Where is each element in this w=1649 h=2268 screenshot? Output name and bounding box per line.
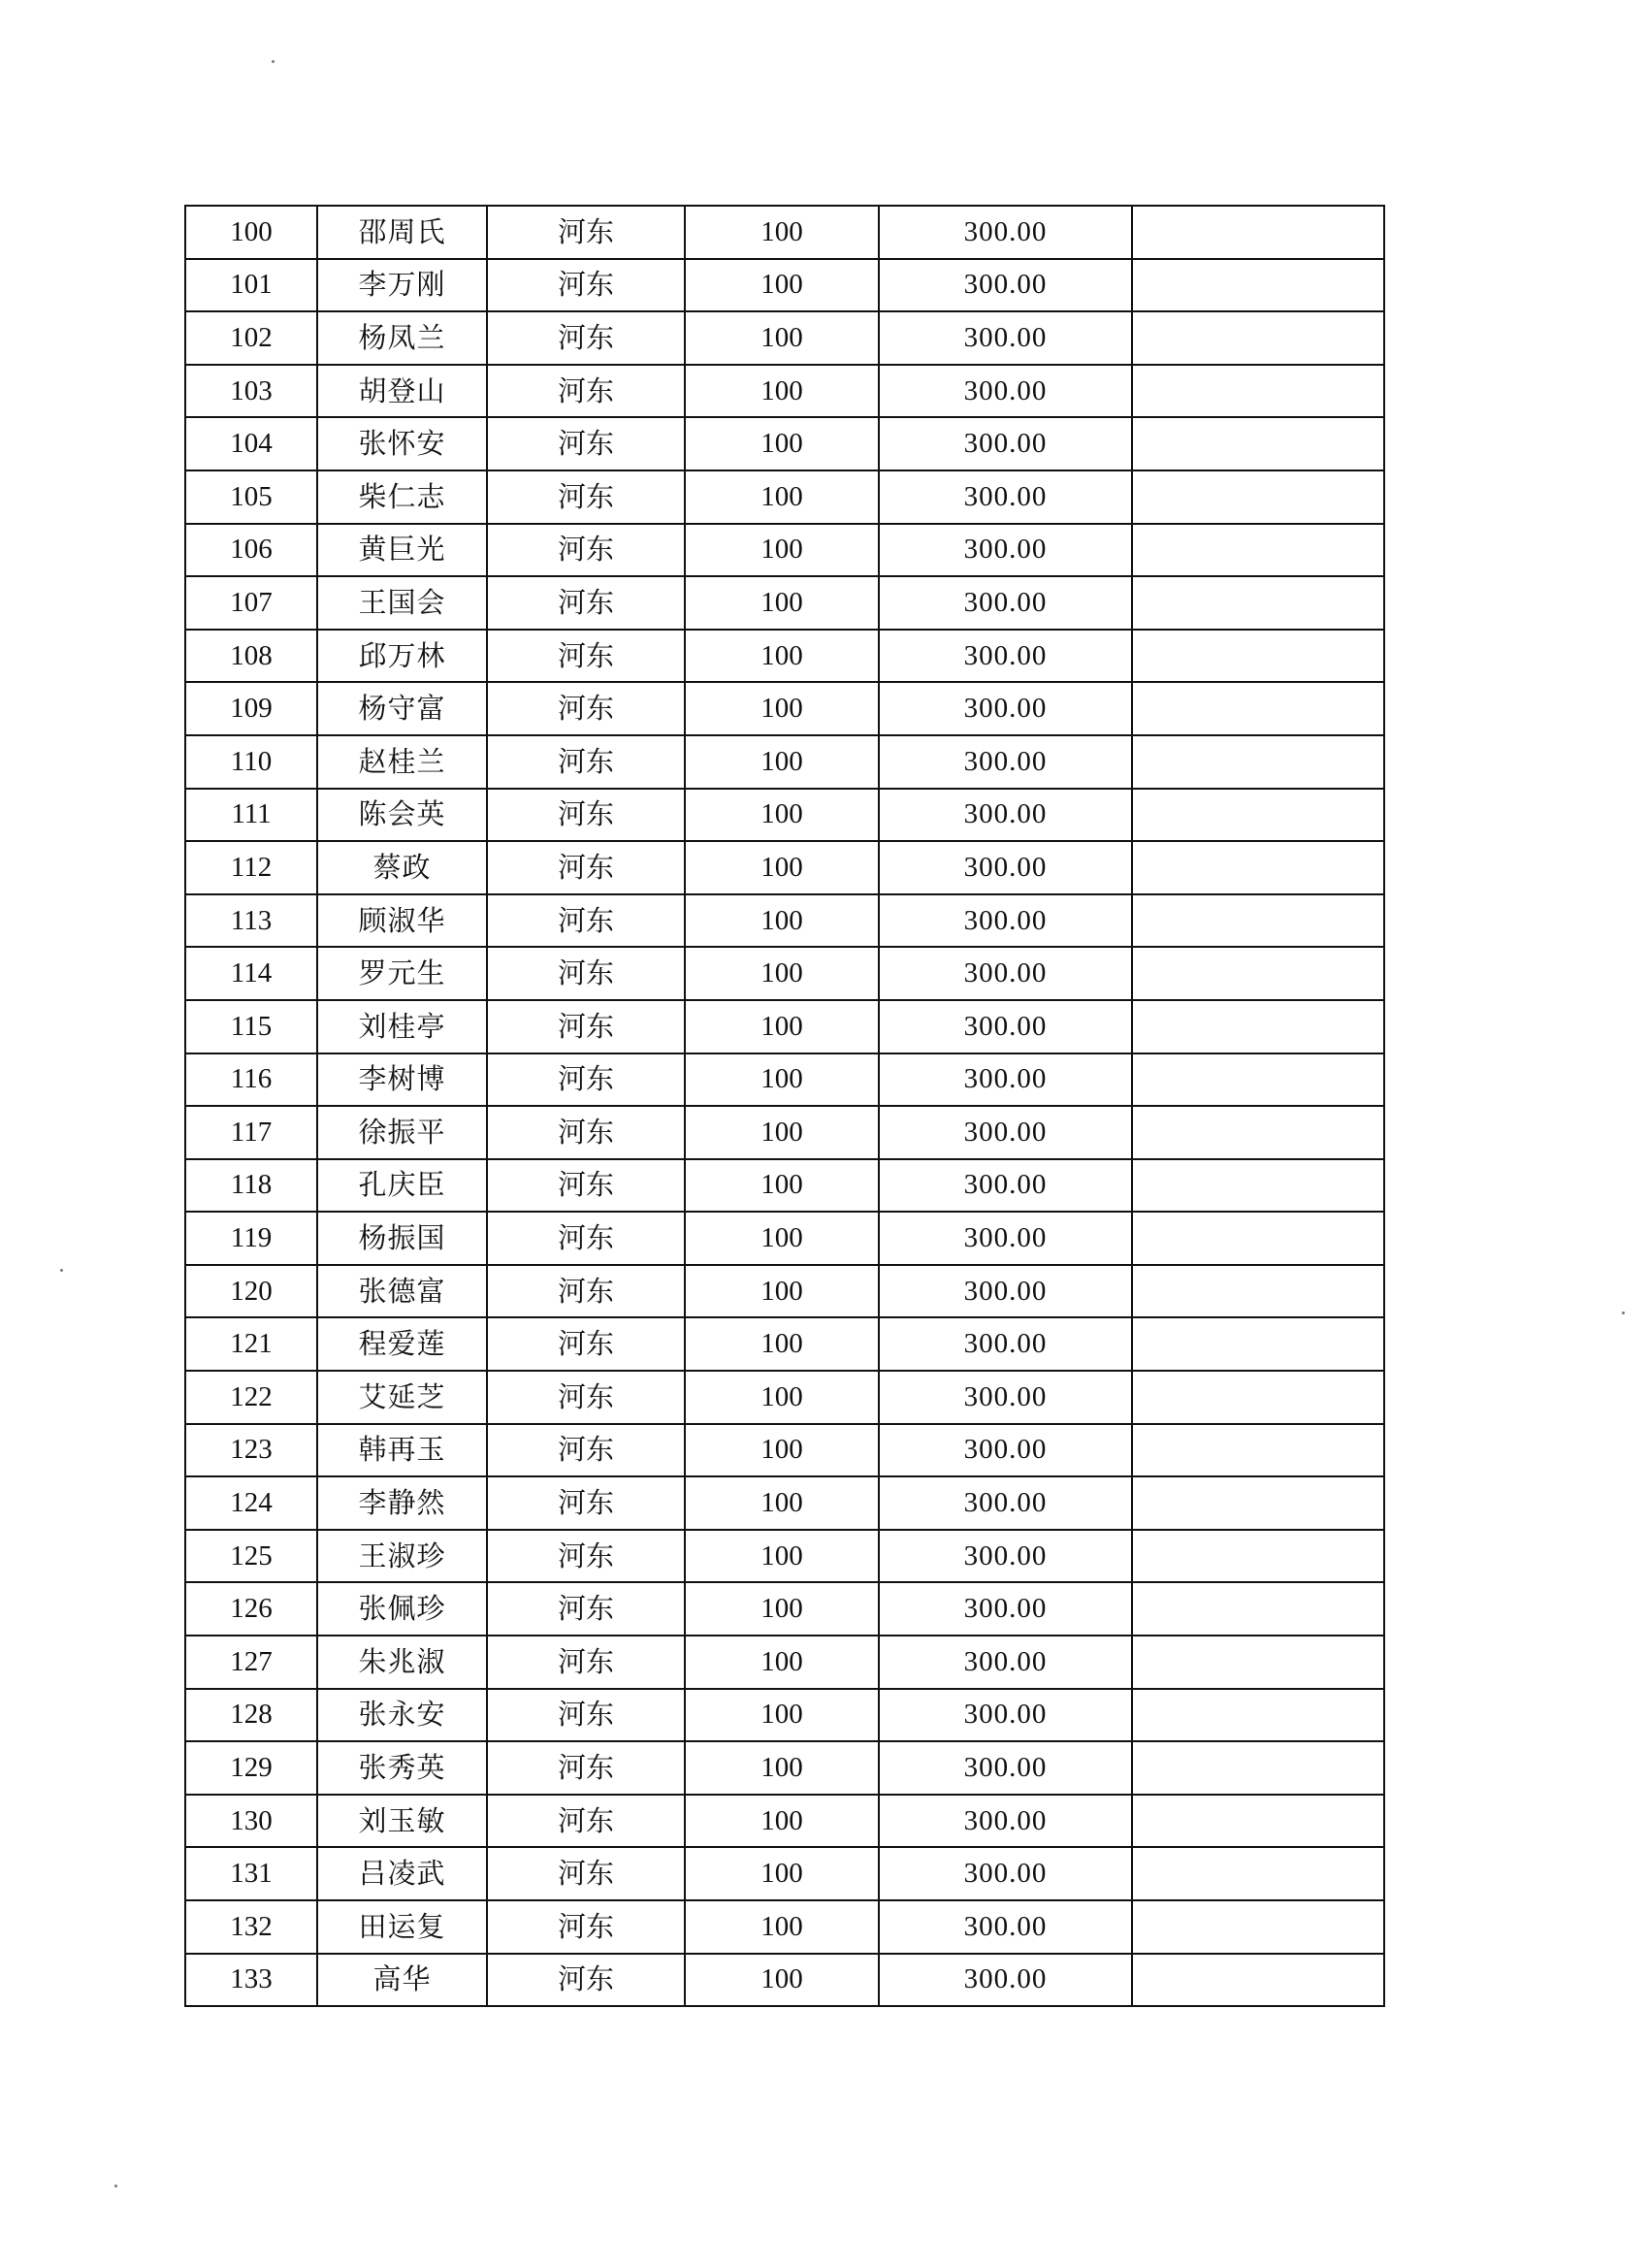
quantity-cell: 100 bbox=[685, 735, 879, 789]
note-cell bbox=[1132, 789, 1384, 842]
note-cell bbox=[1132, 206, 1384, 259]
quantity-cell: 100 bbox=[685, 630, 879, 683]
quantity-cell: 100 bbox=[685, 311, 879, 365]
area-cell: 河东 bbox=[487, 417, 685, 470]
quantity-cell: 100 bbox=[685, 1053, 879, 1107]
name-cell: 韩再玉 bbox=[317, 1424, 487, 1477]
amount-cell: 300.00 bbox=[879, 1636, 1132, 1689]
quantity-cell: 100 bbox=[685, 1159, 879, 1213]
amount-cell: 300.00 bbox=[879, 630, 1132, 683]
area-cell: 河东 bbox=[487, 576, 685, 630]
table-row bbox=[185, 259, 1384, 312]
name-cell: 罗元生 bbox=[317, 947, 487, 1000]
row-number-cell: 133 bbox=[185, 1954, 317, 2007]
note-cell bbox=[1132, 1371, 1384, 1424]
amount-cell: 300.00 bbox=[879, 1265, 1132, 1318]
name-cell: 朱兆淑 bbox=[317, 1636, 487, 1689]
area-cell: 河东 bbox=[487, 1582, 685, 1636]
note-cell bbox=[1132, 1689, 1384, 1742]
area-cell: 河东 bbox=[487, 259, 685, 312]
row-number-cell: 118 bbox=[185, 1159, 317, 1213]
table-row bbox=[185, 1265, 1384, 1318]
area-cell: 河东 bbox=[487, 1530, 685, 1583]
area-cell: 河东 bbox=[487, 1159, 685, 1213]
area-cell: 河东 bbox=[487, 1689, 685, 1742]
amount-cell: 300.00 bbox=[879, 417, 1132, 470]
quantity-cell: 100 bbox=[685, 1317, 879, 1371]
table-row bbox=[185, 470, 1384, 524]
amount-cell: 300.00 bbox=[879, 1900, 1132, 1954]
row-number-cell: 119 bbox=[185, 1212, 317, 1265]
name-cell: 柴仁志 bbox=[317, 470, 487, 524]
row-number-cell: 103 bbox=[185, 365, 317, 418]
table-row bbox=[185, 682, 1384, 735]
area-cell: 河东 bbox=[487, 365, 685, 418]
name-cell: 陈会英 bbox=[317, 789, 487, 842]
table-row bbox=[185, 841, 1384, 894]
area-cell: 河东 bbox=[487, 1636, 685, 1689]
row-number-cell: 126 bbox=[185, 1582, 317, 1636]
area-cell: 河东 bbox=[487, 1741, 685, 1795]
amount-cell: 300.00 bbox=[879, 1476, 1132, 1530]
note-cell bbox=[1132, 1159, 1384, 1213]
table-row bbox=[185, 947, 1384, 1000]
table-row bbox=[185, 894, 1384, 948]
row-number-cell: 120 bbox=[185, 1265, 317, 1318]
name-cell: 李万刚 bbox=[317, 259, 487, 312]
row-number-cell: 123 bbox=[185, 1424, 317, 1477]
name-cell: 邵周氏 bbox=[317, 206, 487, 259]
table-row bbox=[185, 576, 1384, 630]
name-cell: 王国会 bbox=[317, 576, 487, 630]
table-row bbox=[185, 630, 1384, 683]
note-cell bbox=[1132, 259, 1384, 312]
note-cell bbox=[1132, 1053, 1384, 1107]
row-number-cell: 128 bbox=[185, 1689, 317, 1742]
name-cell: 李树博 bbox=[317, 1053, 487, 1107]
note-cell bbox=[1132, 735, 1384, 789]
table-row bbox=[185, 1317, 1384, 1371]
note-cell bbox=[1132, 1317, 1384, 1371]
table-row bbox=[185, 1530, 1384, 1583]
area-cell: 河东 bbox=[487, 789, 685, 842]
amount-cell: 300.00 bbox=[879, 894, 1132, 948]
area-cell: 河东 bbox=[487, 1317, 685, 1371]
table-row bbox=[185, 1900, 1384, 1954]
quantity-cell: 100 bbox=[685, 1636, 879, 1689]
area-cell: 河东 bbox=[487, 311, 685, 365]
area-cell: 河东 bbox=[487, 682, 685, 735]
quantity-cell: 100 bbox=[685, 1795, 879, 1848]
table-row bbox=[185, 1954, 1384, 2007]
area-cell: 河东 bbox=[487, 1265, 685, 1318]
note-cell bbox=[1132, 1795, 1384, 1848]
table-row bbox=[185, 1847, 1384, 1900]
table-row bbox=[185, 1689, 1384, 1742]
quantity-cell: 100 bbox=[685, 1212, 879, 1265]
name-cell: 刘玉敏 bbox=[317, 1795, 487, 1848]
note-cell bbox=[1132, 841, 1384, 894]
name-cell: 赵桂兰 bbox=[317, 735, 487, 789]
row-number-cell: 116 bbox=[185, 1053, 317, 1107]
quantity-cell: 100 bbox=[685, 1847, 879, 1900]
row-number-cell: 129 bbox=[185, 1741, 317, 1795]
row-number-cell: 131 bbox=[185, 1847, 317, 1900]
area-cell: 河东 bbox=[487, 1847, 685, 1900]
amount-cell: 300.00 bbox=[879, 1317, 1132, 1371]
amount-cell: 300.00 bbox=[879, 841, 1132, 894]
row-number-cell: 108 bbox=[185, 630, 317, 683]
note-cell bbox=[1132, 947, 1384, 1000]
scan-speck bbox=[1622, 1312, 1625, 1314]
amount-cell: 300.00 bbox=[879, 1954, 1132, 2007]
name-cell: 艾延芝 bbox=[317, 1371, 487, 1424]
amount-cell: 300.00 bbox=[879, 1000, 1132, 1053]
amount-cell: 300.00 bbox=[879, 735, 1132, 789]
row-number-cell: 111 bbox=[185, 789, 317, 842]
row-number-cell: 130 bbox=[185, 1795, 317, 1848]
quantity-cell: 100 bbox=[685, 1741, 879, 1795]
table-row bbox=[185, 1000, 1384, 1053]
note-cell bbox=[1132, 1582, 1384, 1636]
quantity-cell: 100 bbox=[685, 1476, 879, 1530]
quantity-cell: 100 bbox=[685, 576, 879, 630]
table-row bbox=[185, 1636, 1384, 1689]
row-number-cell: 109 bbox=[185, 682, 317, 735]
amount-cell: 300.00 bbox=[879, 1371, 1132, 1424]
area-cell: 河东 bbox=[487, 1424, 685, 1477]
area-cell: 河东 bbox=[487, 894, 685, 948]
note-cell bbox=[1132, 1000, 1384, 1053]
table-row bbox=[185, 1795, 1384, 1848]
note-cell bbox=[1132, 630, 1384, 683]
roster-table-body bbox=[185, 206, 1384, 2006]
row-number-cell: 112 bbox=[185, 841, 317, 894]
table-row bbox=[185, 206, 1384, 259]
area-cell: 河东 bbox=[487, 947, 685, 1000]
quantity-cell: 100 bbox=[685, 470, 879, 524]
row-number-cell: 127 bbox=[185, 1636, 317, 1689]
amount-cell: 300.00 bbox=[879, 1530, 1132, 1583]
name-cell: 黄巨光 bbox=[317, 524, 487, 577]
name-cell: 张德富 bbox=[317, 1265, 487, 1318]
name-cell: 杨凤兰 bbox=[317, 311, 487, 365]
quantity-cell: 100 bbox=[685, 417, 879, 470]
note-cell bbox=[1132, 1530, 1384, 1583]
table-row bbox=[185, 1582, 1384, 1636]
table-row bbox=[185, 1424, 1384, 1477]
name-cell: 张秀英 bbox=[317, 1741, 487, 1795]
quantity-cell: 100 bbox=[685, 1530, 879, 1583]
name-cell: 孔庆臣 bbox=[317, 1159, 487, 1213]
table-row bbox=[185, 1476, 1384, 1530]
area-cell: 河东 bbox=[487, 1900, 685, 1954]
area-cell: 河东 bbox=[487, 1000, 685, 1053]
amount-cell: 300.00 bbox=[879, 1053, 1132, 1107]
table-row bbox=[185, 1212, 1384, 1265]
note-cell bbox=[1132, 894, 1384, 948]
table-row bbox=[185, 1371, 1384, 1424]
amount-cell: 300.00 bbox=[879, 1795, 1132, 1848]
quantity-cell: 100 bbox=[685, 947, 879, 1000]
table-row bbox=[185, 524, 1384, 577]
name-cell: 徐振平 bbox=[317, 1106, 487, 1159]
row-number-cell: 117 bbox=[185, 1106, 317, 1159]
area-cell: 河东 bbox=[487, 524, 685, 577]
note-cell bbox=[1132, 417, 1384, 470]
quantity-cell: 100 bbox=[685, 1689, 879, 1742]
scan-speck bbox=[60, 1269, 63, 1272]
note-cell bbox=[1132, 1954, 1384, 2007]
row-number-cell: 104 bbox=[185, 417, 317, 470]
area-cell: 河东 bbox=[487, 1476, 685, 1530]
note-cell bbox=[1132, 1424, 1384, 1477]
area-cell: 河东 bbox=[487, 630, 685, 683]
amount-cell: 300.00 bbox=[879, 1582, 1132, 1636]
scan-speck bbox=[114, 2185, 117, 2187]
area-cell: 河东 bbox=[487, 1212, 685, 1265]
name-cell: 王淑珍 bbox=[317, 1530, 487, 1583]
amount-cell: 300.00 bbox=[879, 470, 1132, 524]
row-number-cell: 114 bbox=[185, 947, 317, 1000]
quantity-cell: 100 bbox=[685, 1424, 879, 1477]
table-row bbox=[185, 1053, 1384, 1107]
name-cell: 刘桂亭 bbox=[317, 1000, 487, 1053]
quantity-cell: 100 bbox=[685, 1106, 879, 1159]
name-cell: 杨振国 bbox=[317, 1212, 487, 1265]
row-number-cell: 132 bbox=[185, 1900, 317, 1954]
amount-cell: 300.00 bbox=[879, 1212, 1132, 1265]
name-cell: 邱万林 bbox=[317, 630, 487, 683]
note-cell bbox=[1132, 1847, 1384, 1900]
area-cell: 河东 bbox=[487, 1371, 685, 1424]
row-number-cell: 102 bbox=[185, 311, 317, 365]
quantity-cell: 100 bbox=[685, 259, 879, 312]
note-cell bbox=[1132, 365, 1384, 418]
roster-table bbox=[184, 205, 1385, 2007]
quantity-cell: 100 bbox=[685, 682, 879, 735]
amount-cell: 300.00 bbox=[879, 1741, 1132, 1795]
quantity-cell: 100 bbox=[685, 206, 879, 259]
scan-speck bbox=[272, 60, 275, 63]
amount-cell: 300.00 bbox=[879, 1424, 1132, 1477]
note-cell bbox=[1132, 1476, 1384, 1530]
table-row bbox=[185, 365, 1384, 418]
name-cell: 田运复 bbox=[317, 1900, 487, 1954]
row-number-cell: 106 bbox=[185, 524, 317, 577]
amount-cell: 300.00 bbox=[879, 206, 1132, 259]
note-cell bbox=[1132, 524, 1384, 577]
quantity-cell: 100 bbox=[685, 789, 879, 842]
amount-cell: 300.00 bbox=[879, 365, 1132, 418]
amount-cell: 300.00 bbox=[879, 524, 1132, 577]
quantity-cell: 100 bbox=[685, 894, 879, 948]
table-row bbox=[185, 311, 1384, 365]
amount-cell: 300.00 bbox=[879, 1847, 1132, 1900]
name-cell: 张怀安 bbox=[317, 417, 487, 470]
table-row bbox=[185, 1159, 1384, 1213]
quantity-cell: 100 bbox=[685, 841, 879, 894]
row-number-cell: 121 bbox=[185, 1317, 317, 1371]
quantity-cell: 100 bbox=[685, 1582, 879, 1636]
note-cell bbox=[1132, 1106, 1384, 1159]
area-cell: 河东 bbox=[487, 1954, 685, 2007]
quantity-cell: 100 bbox=[685, 524, 879, 577]
area-cell: 河东 bbox=[487, 1053, 685, 1107]
row-number-cell: 100 bbox=[185, 206, 317, 259]
name-cell: 顾淑华 bbox=[317, 894, 487, 948]
quantity-cell: 100 bbox=[685, 1900, 879, 1954]
quantity-cell: 100 bbox=[685, 1265, 879, 1318]
row-number-cell: 122 bbox=[185, 1371, 317, 1424]
row-number-cell: 110 bbox=[185, 735, 317, 789]
row-number-cell: 124 bbox=[185, 1476, 317, 1530]
name-cell: 胡登山 bbox=[317, 365, 487, 418]
row-number-cell: 105 bbox=[185, 470, 317, 524]
row-number-cell: 125 bbox=[185, 1530, 317, 1583]
note-cell bbox=[1132, 1741, 1384, 1795]
row-number-cell: 115 bbox=[185, 1000, 317, 1053]
note-cell bbox=[1132, 1636, 1384, 1689]
table-row bbox=[185, 1106, 1384, 1159]
quantity-cell: 100 bbox=[685, 1371, 879, 1424]
amount-cell: 300.00 bbox=[879, 1106, 1132, 1159]
amount-cell: 300.00 bbox=[879, 311, 1132, 365]
note-cell bbox=[1132, 576, 1384, 630]
table-row bbox=[185, 1741, 1384, 1795]
name-cell: 杨守富 bbox=[317, 682, 487, 735]
name-cell: 张佩珍 bbox=[317, 1582, 487, 1636]
table-row bbox=[185, 789, 1384, 842]
row-number-cell: 101 bbox=[185, 259, 317, 312]
quantity-cell: 100 bbox=[685, 365, 879, 418]
name-cell: 蔡政 bbox=[317, 841, 487, 894]
area-cell: 河东 bbox=[487, 1106, 685, 1159]
area-cell: 河东 bbox=[487, 470, 685, 524]
quantity-cell: 100 bbox=[685, 1954, 879, 2007]
note-cell bbox=[1132, 1900, 1384, 1954]
note-cell bbox=[1132, 311, 1384, 365]
note-cell bbox=[1132, 682, 1384, 735]
name-cell: 高华 bbox=[317, 1954, 487, 2007]
area-cell: 河东 bbox=[487, 1795, 685, 1848]
area-cell: 河东 bbox=[487, 841, 685, 894]
amount-cell: 300.00 bbox=[879, 259, 1132, 312]
name-cell: 李静然 bbox=[317, 1476, 487, 1530]
note-cell bbox=[1132, 1212, 1384, 1265]
quantity-cell: 100 bbox=[685, 1000, 879, 1053]
table-row bbox=[185, 417, 1384, 470]
amount-cell: 300.00 bbox=[879, 1159, 1132, 1213]
area-cell: 河东 bbox=[487, 735, 685, 789]
row-number-cell: 107 bbox=[185, 576, 317, 630]
name-cell: 程爱莲 bbox=[317, 1317, 487, 1371]
amount-cell: 300.00 bbox=[879, 576, 1132, 630]
amount-cell: 300.00 bbox=[879, 682, 1132, 735]
name-cell: 张永安 bbox=[317, 1689, 487, 1742]
note-cell bbox=[1132, 1265, 1384, 1318]
row-number-cell: 113 bbox=[185, 894, 317, 948]
area-cell: 河东 bbox=[487, 206, 685, 259]
amount-cell: 300.00 bbox=[879, 947, 1132, 1000]
amount-cell: 300.00 bbox=[879, 1689, 1132, 1742]
note-cell bbox=[1132, 470, 1384, 524]
amount-cell: 300.00 bbox=[879, 789, 1132, 842]
name-cell: 吕凌武 bbox=[317, 1847, 487, 1900]
table-row bbox=[185, 735, 1384, 789]
